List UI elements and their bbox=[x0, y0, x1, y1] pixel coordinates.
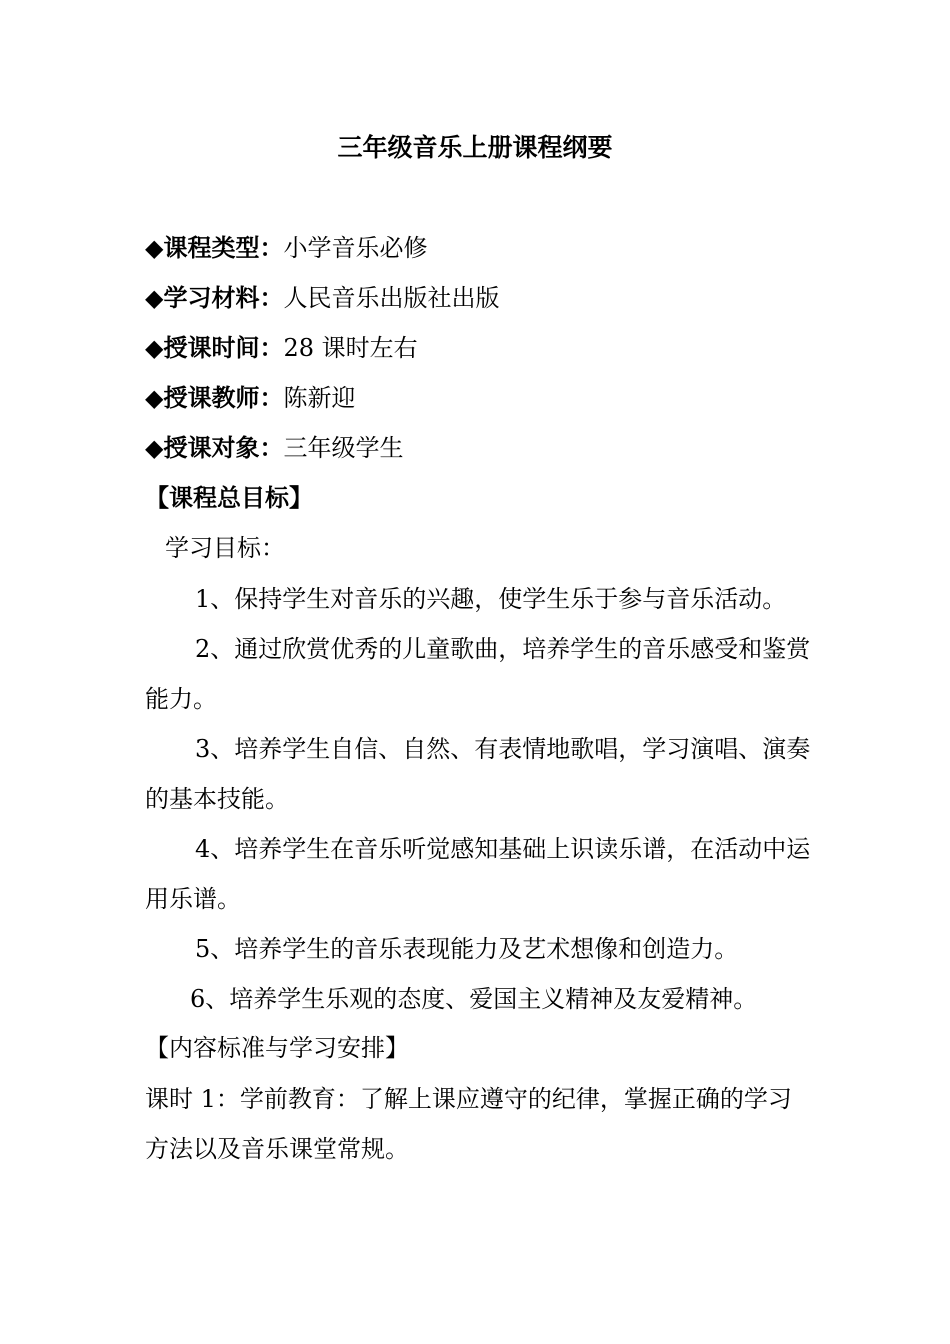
section-heading-content: 【内容标准与学习安排】 bbox=[145, 1034, 409, 1062]
info-label: ◆授课教师： bbox=[145, 384, 284, 412]
goal-item: 5、培养学生的音乐表现能力及艺术想像和创造力。 bbox=[195, 935, 739, 963]
lesson-item: 课时 1：学前教育：了解上课应遵守的纪律，掌握正确的学习方法以及音乐课堂常规。 bbox=[145, 1085, 792, 1163]
info-value: 三年级学生 bbox=[283, 434, 404, 462]
info-label: ◆课程类型： bbox=[145, 234, 284, 262]
info-label: ◆授课对象： bbox=[145, 434, 284, 462]
goal-item: 6、培养学生乐观的态度、爱国主义精神及友爱精神。 bbox=[190, 985, 758, 1013]
goal-item: 3、培养学生自信、自然、有表情地歌唱，学习演唱、演奏的基本技能。 bbox=[145, 735, 811, 813]
section-heading-goals: 【课程总目标】 bbox=[145, 484, 313, 512]
info-materials bbox=[145, 278, 815, 318]
info-teacher bbox=[145, 378, 815, 418]
info-value: 小学音乐必修 bbox=[283, 234, 428, 262]
info-value: 陈新迎 bbox=[283, 384, 356, 412]
info-audience bbox=[145, 428, 815, 468]
goal-item: 1、保持学生对音乐的兴趣，使学生乐于参与音乐活动。 bbox=[195, 585, 787, 613]
info-value: 28 课时左右 bbox=[283, 334, 418, 362]
page-title: 三年级音乐上册课程纲要 bbox=[337, 133, 613, 162]
info-label: ◆学习材料： bbox=[145, 284, 284, 312]
goal-item: 4、培养学生在音乐听觉感知基础上识读乐谱，在活动中运用乐谱。 bbox=[145, 835, 811, 913]
info-course-type bbox=[145, 228, 815, 268]
info-time bbox=[145, 328, 815, 368]
info-value: 人民音乐出版社出版 bbox=[283, 284, 500, 312]
goal-item: 2、通过欣赏优秀的儿童歌曲，培养学生的音乐感受和鉴赏能力。 bbox=[145, 635, 811, 713]
goals-label: 学习目标： bbox=[165, 534, 285, 562]
info-label: ◆授课时间： bbox=[145, 334, 284, 362]
